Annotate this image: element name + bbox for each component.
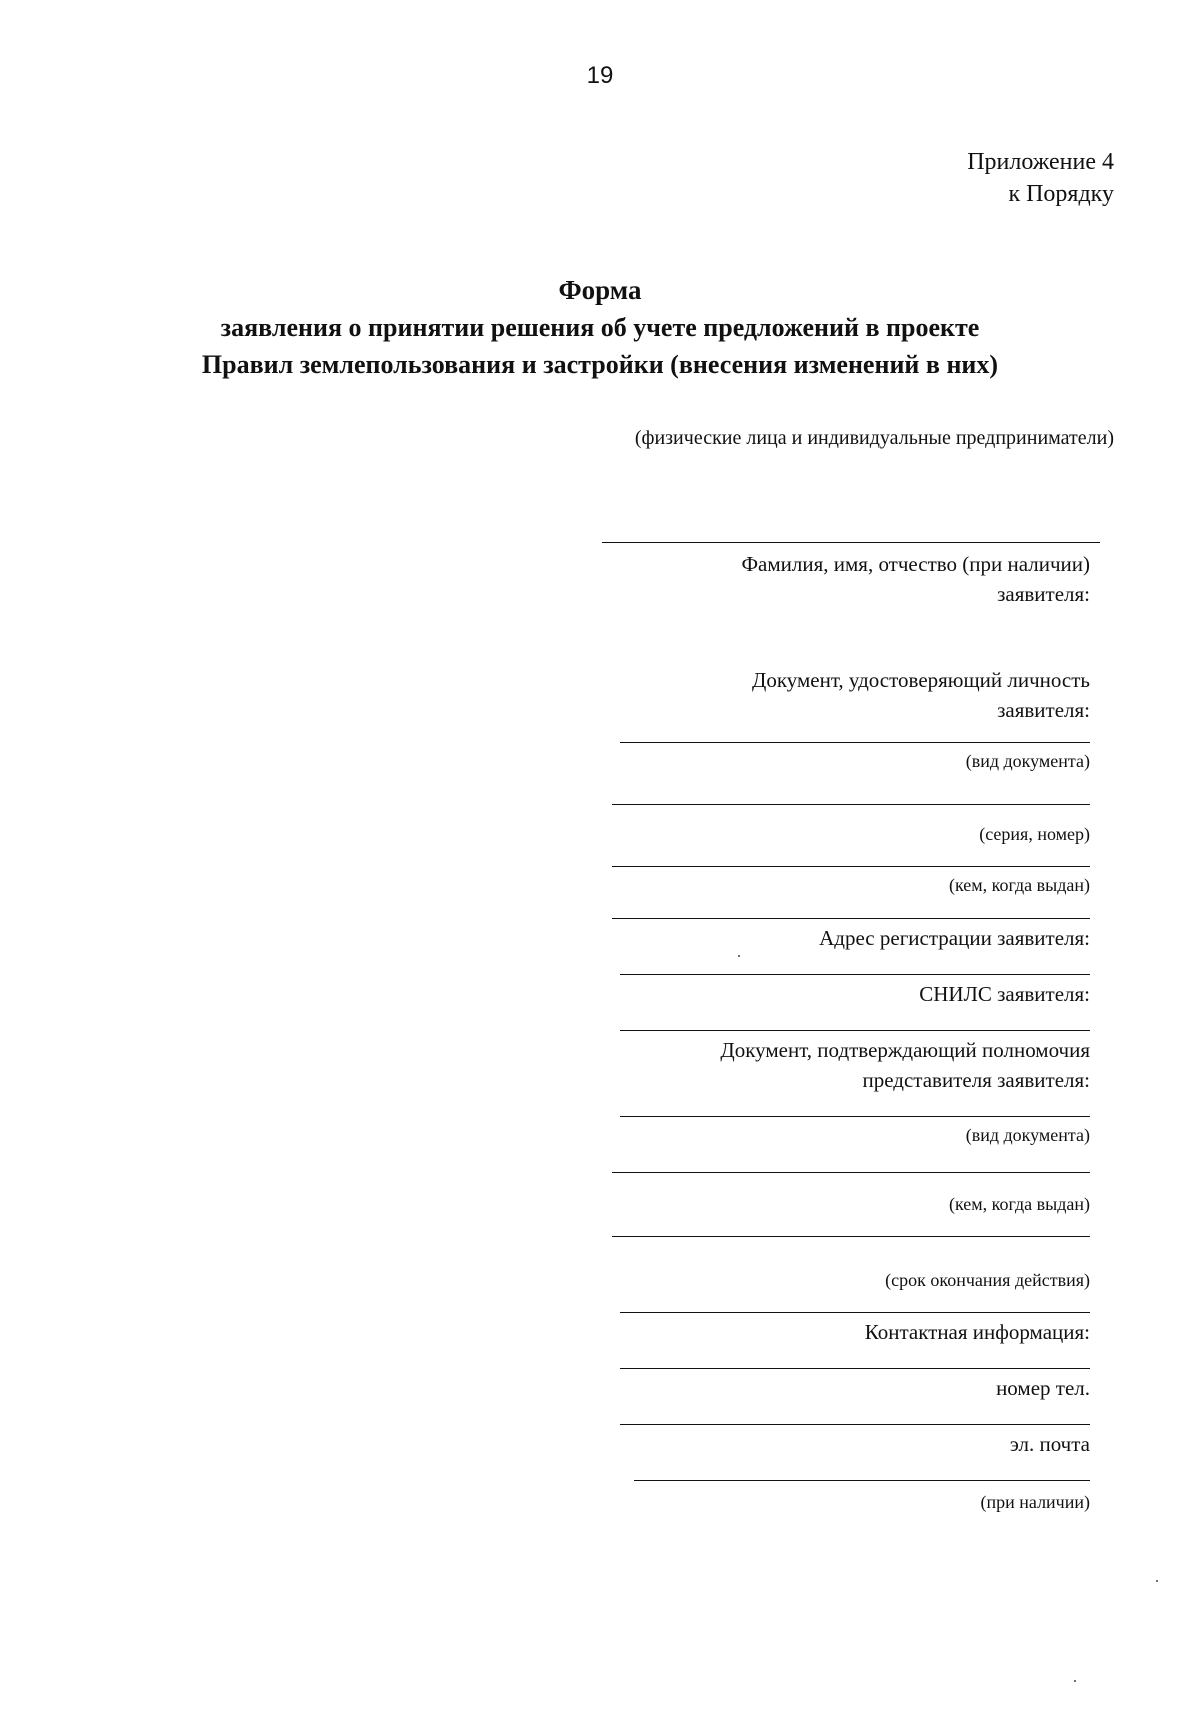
snils-value-line[interactable] <box>620 1030 1090 1031</box>
email-value-line[interactable] <box>634 1480 1090 1481</box>
snils-label: СНИЛС заявителя: <box>919 982 1090 1006</box>
scan-speck <box>1074 1680 1076 1682</box>
appendix-line-1: Приложение 4 <box>967 149 1114 175</box>
id-doc-issued-line[interactable] <box>612 866 1090 867</box>
id-doc-type-caption: (вид документа) <box>965 751 1090 771</box>
id-doc-issued-caption: (кем, когда выдан) <box>948 875 1090 895</box>
email-field-line[interactable] <box>620 1424 1090 1425</box>
phone-label: номер тел. <box>996 1376 1090 1400</box>
scan-speck <box>1156 1580 1158 1582</box>
id-doc-type-line[interactable] <box>620 742 1090 743</box>
title-line-2: заявления о принятии решения об учете предложений в проекте <box>220 313 980 342</box>
id-doc-label-2: заявителя: <box>997 698 1090 722</box>
rep-doc-expiry-line[interactable] <box>612 1236 1090 1237</box>
applicant-form <box>570 0 1090 1710</box>
address-label: Адрес регистрации заявителя: <box>819 926 1090 950</box>
page-number: 19 <box>586 62 614 89</box>
rep-doc-type-caption: (вид документа) <box>965 1125 1090 1145</box>
phone-field-line[interactable] <box>620 1368 1090 1369</box>
appendix-line-2: к Порядку <box>1008 181 1114 207</box>
contact-label: Контактная информация: <box>864 1320 1090 1344</box>
scan-speck <box>738 955 740 957</box>
fio-label-2: заявителя: <box>997 582 1090 606</box>
fio-field-line[interactable] <box>602 542 1100 543</box>
title-line-3: Правил землепользования и застройки (внесения изменений в них) <box>201 350 999 379</box>
rep-doc-type-line[interactable] <box>620 1116 1090 1117</box>
contact-field-line[interactable] <box>620 1312 1090 1313</box>
id-doc-label-1: Документ, удостоверяющий личность <box>752 668 1090 692</box>
rep-doc-label-1: Документ, подтверждающий полномочия <box>720 1038 1090 1062</box>
form-subtitle: (физические лица и индивидуальные предприниматели) <box>634 427 1114 449</box>
email-note-caption: (при наличии) <box>980 1492 1090 1512</box>
rep-doc-issued-line[interactable] <box>612 1172 1090 1173</box>
fio-label-1: Фамилия, имя, отчество (при наличии) <box>741 552 1090 576</box>
rep-doc-label-2: представителя заявителя: <box>862 1068 1090 1092</box>
rep-doc-expiry-caption: (срок окончания действия) <box>885 1270 1090 1290</box>
address-field-line[interactable] <box>612 918 1090 919</box>
id-doc-series-caption: (серия, номер) <box>979 824 1090 844</box>
email-label: эл. почта <box>1009 1432 1090 1456</box>
title-line-1: Форма <box>558 275 642 305</box>
address-value-line[interactable] <box>620 974 1090 975</box>
rep-doc-issued-caption: (кем, когда выдан) <box>948 1194 1090 1214</box>
id-doc-series-line[interactable] <box>612 804 1090 805</box>
